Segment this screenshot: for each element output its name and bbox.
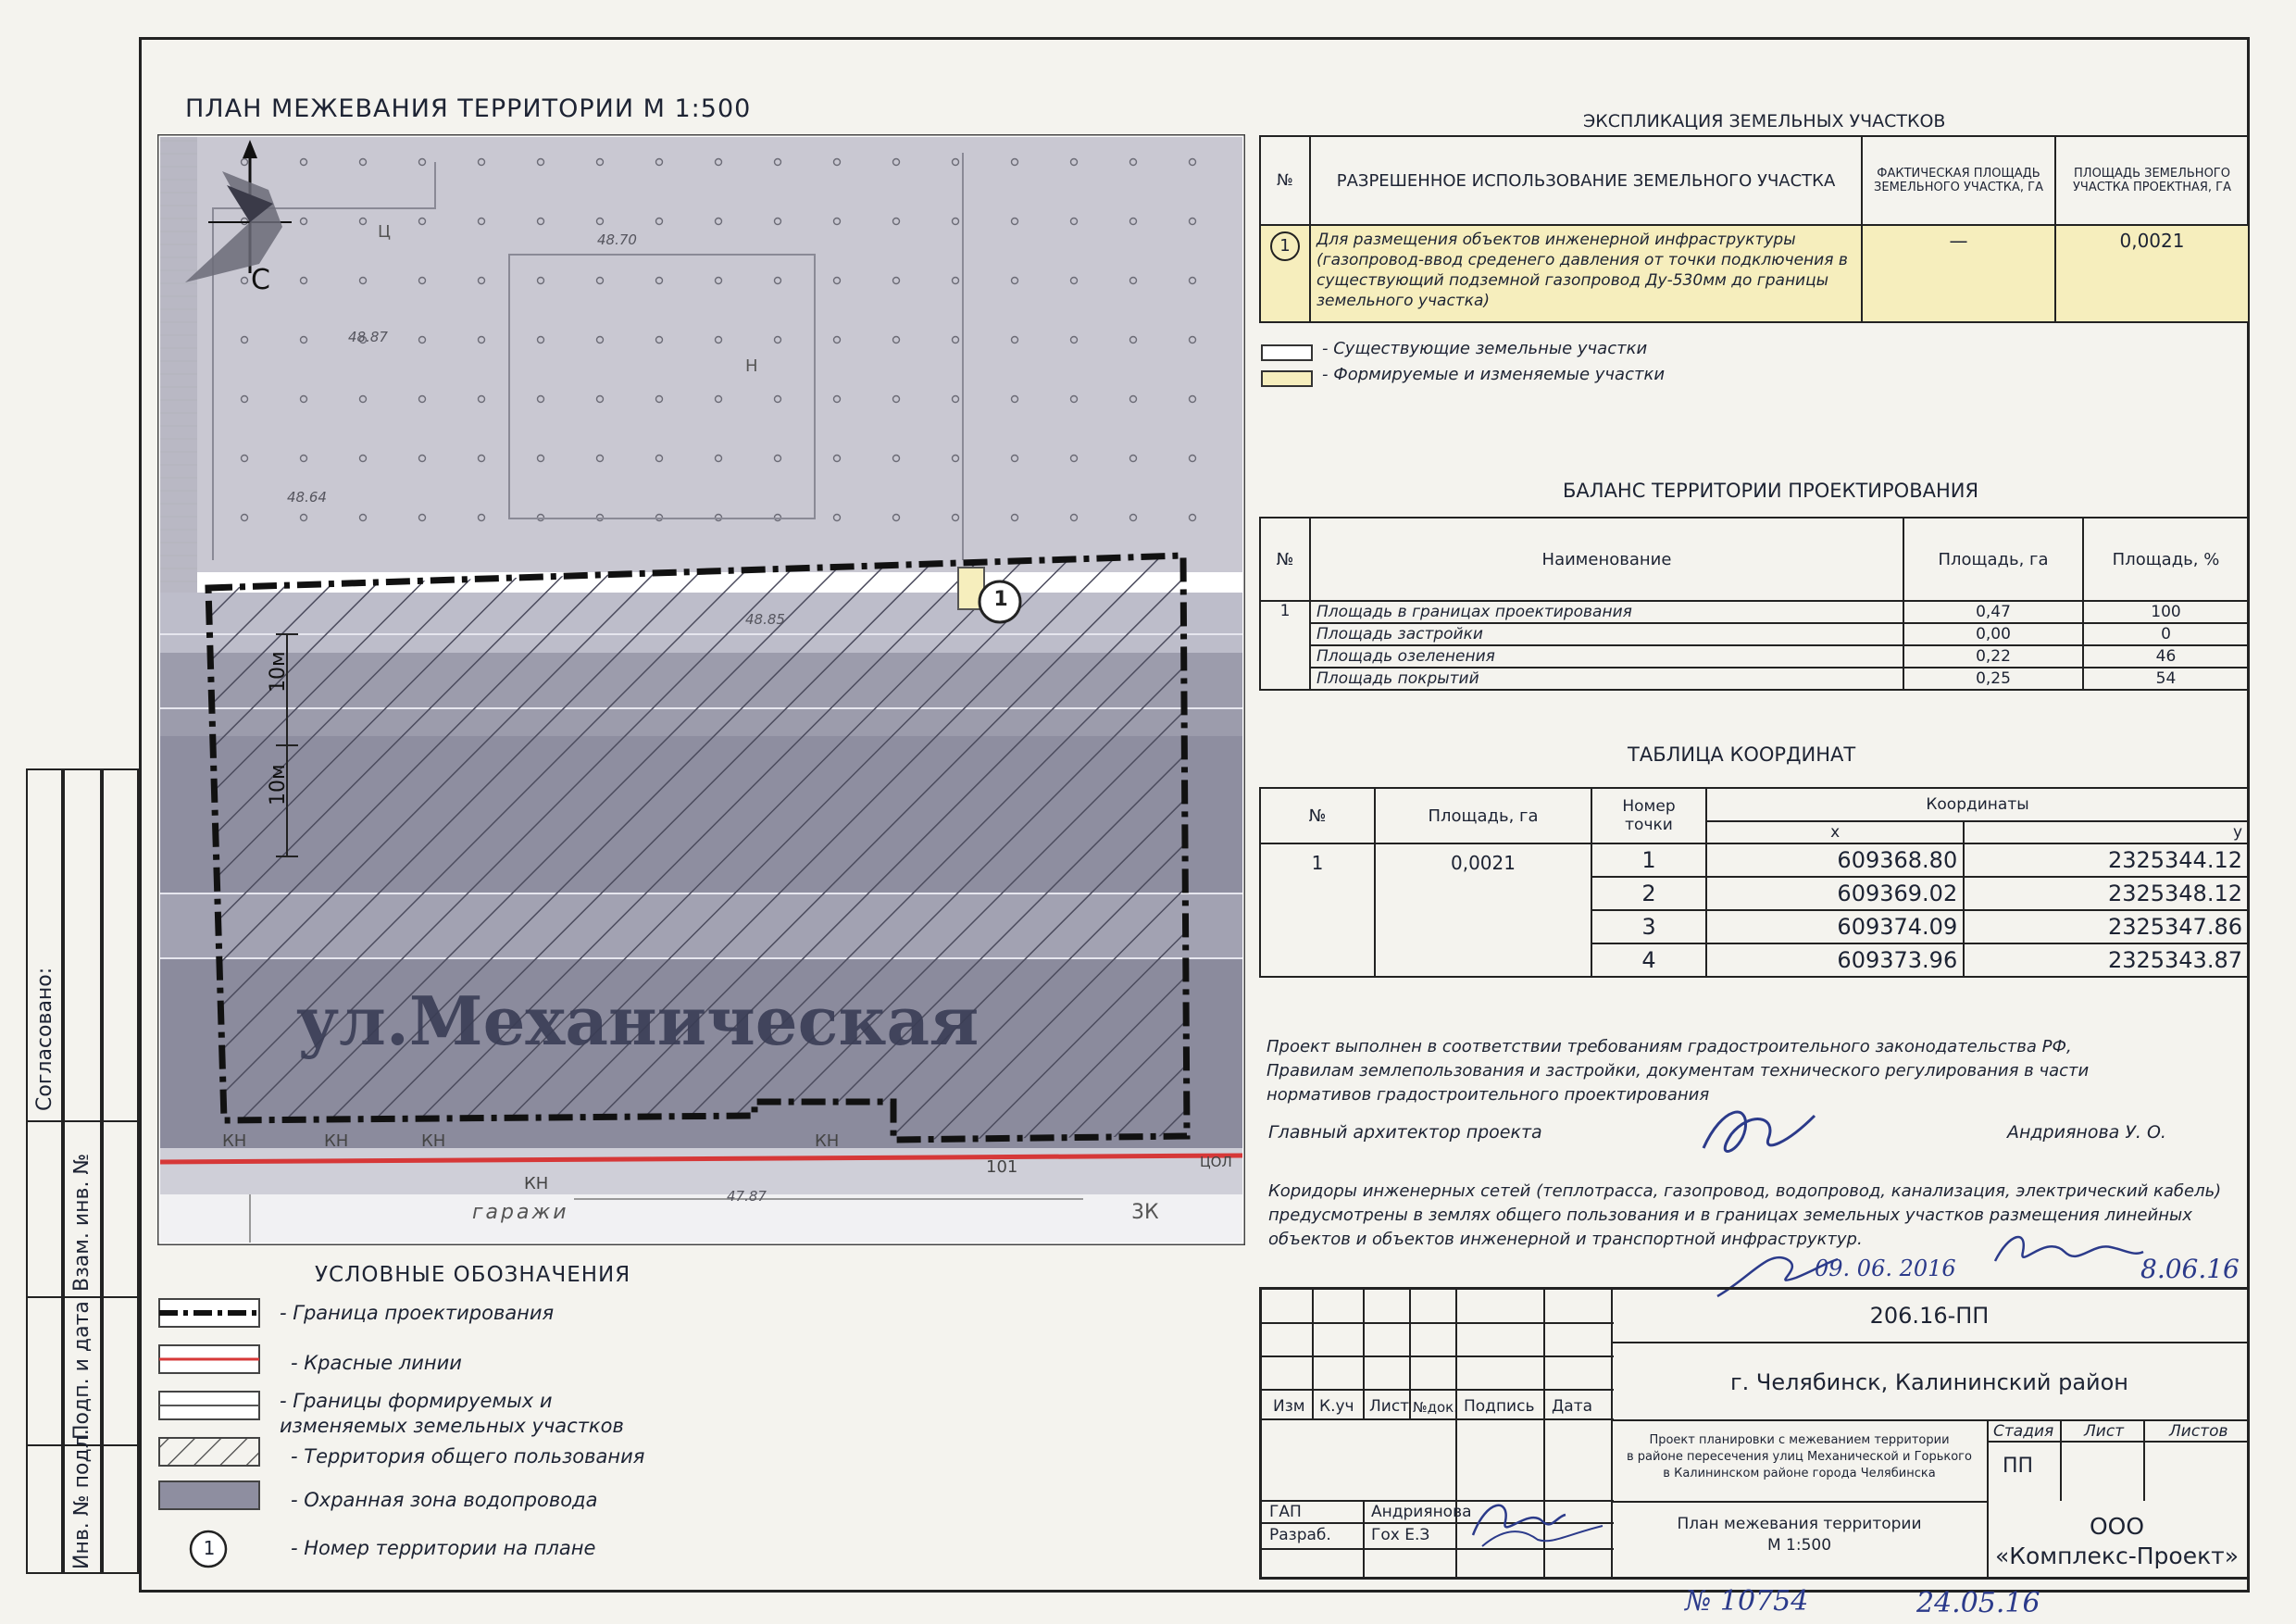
map-label: КН (222, 1131, 247, 1151)
header-cell: ФАКТИЧЕСКАЯ ПЛОЩАДЬ ЗЕМЕЛЬНОГО УЧАСТКА, ГА (1862, 136, 2055, 225)
sidebar-label-agreed: Согласовано: (33, 967, 56, 1111)
architect-role: Главный архитектор проекта (1268, 1122, 1542, 1143)
sidebar-label-inv-original: Инв. № подл. (70, 1429, 94, 1569)
coords-point: 1 (1591, 843, 1706, 877)
coords-table (1259, 787, 2250, 978)
header-cell: Наименование (1310, 518, 1903, 601)
architect-signature-icon (1694, 1097, 1824, 1171)
coords-y: 2325347.86 (1964, 910, 2249, 943)
coords-point: 2 (1591, 877, 1706, 910)
legend-item-boundary: - Граница проектирования (280, 1302, 555, 1324)
stage-header: Листов (2169, 1422, 2228, 1441)
stamp-org (1987, 1512, 2247, 1571)
stamp-code: 206.16-ПП (1869, 1303, 1990, 1329)
handwritten-date-1: 09. 06. 2016 (1815, 1255, 1956, 1281)
coords-x: 609374.09 (1706, 910, 1964, 943)
project-area-cell: 0,0021 (2055, 225, 2249, 322)
elevation-label: 47.87 (727, 1188, 767, 1205)
desc-line: Проект планировки с межеванием территории (1649, 1433, 1950, 1447)
header-cell: Координаты (1706, 788, 2249, 821)
elevation-label: 48.87 (348, 329, 388, 345)
map-label: Н (745, 356, 758, 376)
balance-ha: 0,25 (1903, 668, 2083, 690)
registration-date: 24.05.16 (1916, 1587, 2040, 1619)
dev-label: Разраб. (1269, 1526, 1331, 1544)
notes-line: нормативов градостроительного проектирования (1267, 1085, 1710, 1105)
col-header: №док. (1413, 1399, 1458, 1416)
balance-ha: 0,47 (1903, 601, 2083, 623)
balance-title: БАЛАНС ТЕРРИТОРИИ ПРОЕКТИРОВАНИЯ (1563, 480, 1979, 502)
coords-point: 4 (1591, 943, 1706, 977)
header-cell: № (1260, 788, 1375, 843)
header-cell: № (1260, 518, 1310, 601)
legend-item-red-lines: - Красные линии (291, 1352, 462, 1374)
stamp-city: г. Челябинск, Калининский район (1730, 1369, 2128, 1395)
dimension-label: 10м (267, 764, 290, 806)
parcel-number-badge: 1 (1270, 231, 1300, 261)
header-cell: Площадь, га (1903, 518, 2083, 601)
sidebar-label-replace-inv: Взам. инв. № (70, 1153, 94, 1292)
street-label: ул.Механическая (296, 981, 980, 1060)
map-label: КН (324, 1131, 349, 1151)
gap-label: ГАП (1269, 1503, 1302, 1521)
stamp-signatures-icon (1464, 1489, 1612, 1554)
balance-table (1259, 517, 2250, 691)
plan-title: ПЛАН МЕЖЕВАНИЯ ТЕРРИТОРИИ М 1:500 (185, 94, 752, 123)
map-label: КН (524, 1174, 549, 1193)
header-cell: x (1706, 821, 1964, 843)
architect-name: Андриянова У. О. (2007, 1122, 2166, 1143)
header-cell: Площадь, % (2083, 518, 2249, 601)
coords-title: ТАБЛИЦА КООРДИНАТ (1628, 743, 1856, 766)
dimension-label: 10м (267, 651, 290, 693)
legend-swatch-existing (1261, 344, 1313, 361)
sidebar-divider (26, 1120, 139, 1122)
map-label: Ц (378, 222, 391, 242)
legend-item-territory-number: - Номер территории на плане (291, 1537, 596, 1559)
elevation-label: 48.64 (287, 489, 327, 506)
balance-ha: 0,00 (1903, 623, 2083, 645)
balance-pct: 46 (2083, 645, 2249, 668)
coords-y: 2325343.87 (1964, 943, 2249, 977)
map-label: 101 (986, 1157, 1018, 1177)
desc-line: в районе пересечения улиц Механической и Горького (1627, 1450, 1972, 1464)
notes-line: Проект выполнен в соответствии требованиям градостроительного законодательства РФ, (1267, 1037, 2072, 1056)
sheet-title-line: М 1:500 (1766, 1536, 1832, 1555)
coords-x: 609373.96 (1706, 943, 1964, 977)
handwritten-date-2: 8.06.16 (2140, 1254, 2240, 1284)
title-block (1259, 1287, 2250, 1580)
legend-swatches (157, 1292, 268, 1569)
approval-signature-2-icon (1990, 1224, 2148, 1280)
header-cell: y (1964, 821, 2249, 843)
north-letter: С (251, 264, 270, 296)
coords-y: 2325344.12 (1964, 843, 2249, 877)
legend-marker-label: 1 (203, 1537, 216, 1559)
balance-ha: 0,22 (1903, 645, 2083, 668)
sidebar-label-column (26, 768, 63, 1574)
legend-title: УСЛОВНЫЕ ОБОЗНАЧЕНИЯ (315, 1263, 631, 1287)
coords-y: 2325348.12 (1964, 877, 2249, 910)
explication-title: ЭКСПЛИКАЦИЯ ЗЕМЕЛЬНЫХ УЧАСТКОВ (1583, 111, 1946, 131)
header-cell: № (1260, 136, 1310, 225)
sidebar-stamp (26, 768, 139, 1574)
elevation-label: 48.85 (745, 611, 785, 628)
balance-name: Площадь застройки (1310, 623, 1903, 645)
notes-line: объектов и объектов инженерной и транспортной инфраструктур. (1268, 1230, 1863, 1249)
col-header: Лист (1369, 1397, 1410, 1416)
balance-name: Площадь покрытий (1310, 668, 1903, 690)
balance-pct: 0 (2083, 623, 2249, 645)
stamp-project-desc (1612, 1432, 1987, 1482)
registration-number: № 10754 (1685, 1585, 1809, 1618)
actual-area-cell: — (1862, 225, 2055, 322)
map-label: ЦОЛ (1200, 1154, 1232, 1170)
coords-num: 1 (1260, 843, 1375, 977)
org-line: ООО (2089, 1513, 2145, 1540)
map-label: гаражи (472, 1201, 569, 1224)
col-header: Изм (1273, 1397, 1305, 1416)
balance-pct: 54 (2083, 668, 2249, 690)
stage-header: Лист (2084, 1422, 2125, 1441)
explication-legend-formed: - Формируемые и изменяемые участки (1322, 365, 1666, 384)
header-cell: Площадь, га (1375, 788, 1591, 843)
sidebar-divider (26, 1296, 139, 1298)
legend-swatch-formed (1261, 370, 1313, 387)
col-header: Дата (1552, 1397, 1593, 1416)
balance-name: Площадь озеленения (1310, 645, 1903, 668)
desc-line: в Калининском районе города Челябинска (1663, 1467, 1936, 1480)
coords-point: 3 (1591, 910, 1706, 943)
explication-legend-existing: - Существующие земельные участки (1322, 339, 1648, 358)
org-line: «Комплекс-Проект» (1994, 1543, 2240, 1569)
coords-x: 609368.80 (1706, 843, 1964, 877)
notes-line: Правилам землепользования и застройки, документам технического регулирования в части (1267, 1061, 2090, 1081)
legend-item-parcel-borders: - Границы формируемых и изменяемых земельных участков (280, 1390, 624, 1437)
balance-name: Площадь в границах проектирования (1310, 601, 1903, 623)
coords-area: 0,0021 (1375, 843, 1591, 977)
notes-line: предусмотрены в землях общего пользования и в границах земельных участков размещения линейных (1268, 1206, 2192, 1225)
legend-item-water-zone: - Охранная зона водопровода (291, 1489, 598, 1511)
balance-num: 1 (1260, 601, 1310, 690)
sheet-title-line: План межевания территории (1677, 1515, 1922, 1533)
elevation-label: 48.70 (597, 231, 637, 248)
map-label: КН (815, 1131, 840, 1151)
header-cell: Номер точки (1591, 788, 1706, 843)
map-label: 3К (1131, 1201, 1159, 1224)
header-cell: РАЗРЕШЕННОЕ ИСПОЛЬЗОВАНИЕ ЗЕМЕЛЬНОГО УЧАСТКА (1310, 136, 1862, 225)
notes-line: Коридоры инженерных сетей (теплотрасса, газопровод, водопровод, канализация, электрический кабель) (1268, 1181, 2222, 1201)
sidebar-label-sign-date: Подп. и дата (70, 1301, 94, 1440)
stage-value: ПП (2003, 1455, 2034, 1478)
balance-pct: 100 (2083, 601, 2249, 623)
stamp-sheet-title (1612, 1514, 1987, 1556)
legend-item-public-territory: - Территория общего пользования (291, 1445, 645, 1468)
coords-x: 609369.02 (1706, 877, 1964, 910)
sidebar-column-3 (102, 768, 139, 1574)
col-header: К.уч (1319, 1397, 1354, 1416)
cadastral-map (157, 134, 1245, 1245)
map-label: КН (421, 1131, 446, 1151)
dev-name: Гох Е.З (1371, 1526, 1430, 1544)
gap-name: Андриянова (1371, 1503, 1472, 1521)
explication-use-cell: Для размещения объектов инженерной инфраструктуры (газопровод-ввод среденего давления от точки подключения в существующий подземной газопровод Ду-530мм до границы земельного участка) (1310, 225, 1862, 322)
explication-table (1259, 135, 2250, 323)
stage-header: Стадия (1993, 1422, 2054, 1441)
notes-paragraph-1 (1267, 1035, 2089, 1107)
header-cell: ПЛОЩАДЬ ЗЕМЕЛЬНОГО УЧАСТКА ПРОЕКТНАЯ, ГА (2055, 136, 2249, 225)
parcel-marker-label: 1 (993, 588, 1008, 611)
col-header: Подпись (1464, 1397, 1535, 1416)
